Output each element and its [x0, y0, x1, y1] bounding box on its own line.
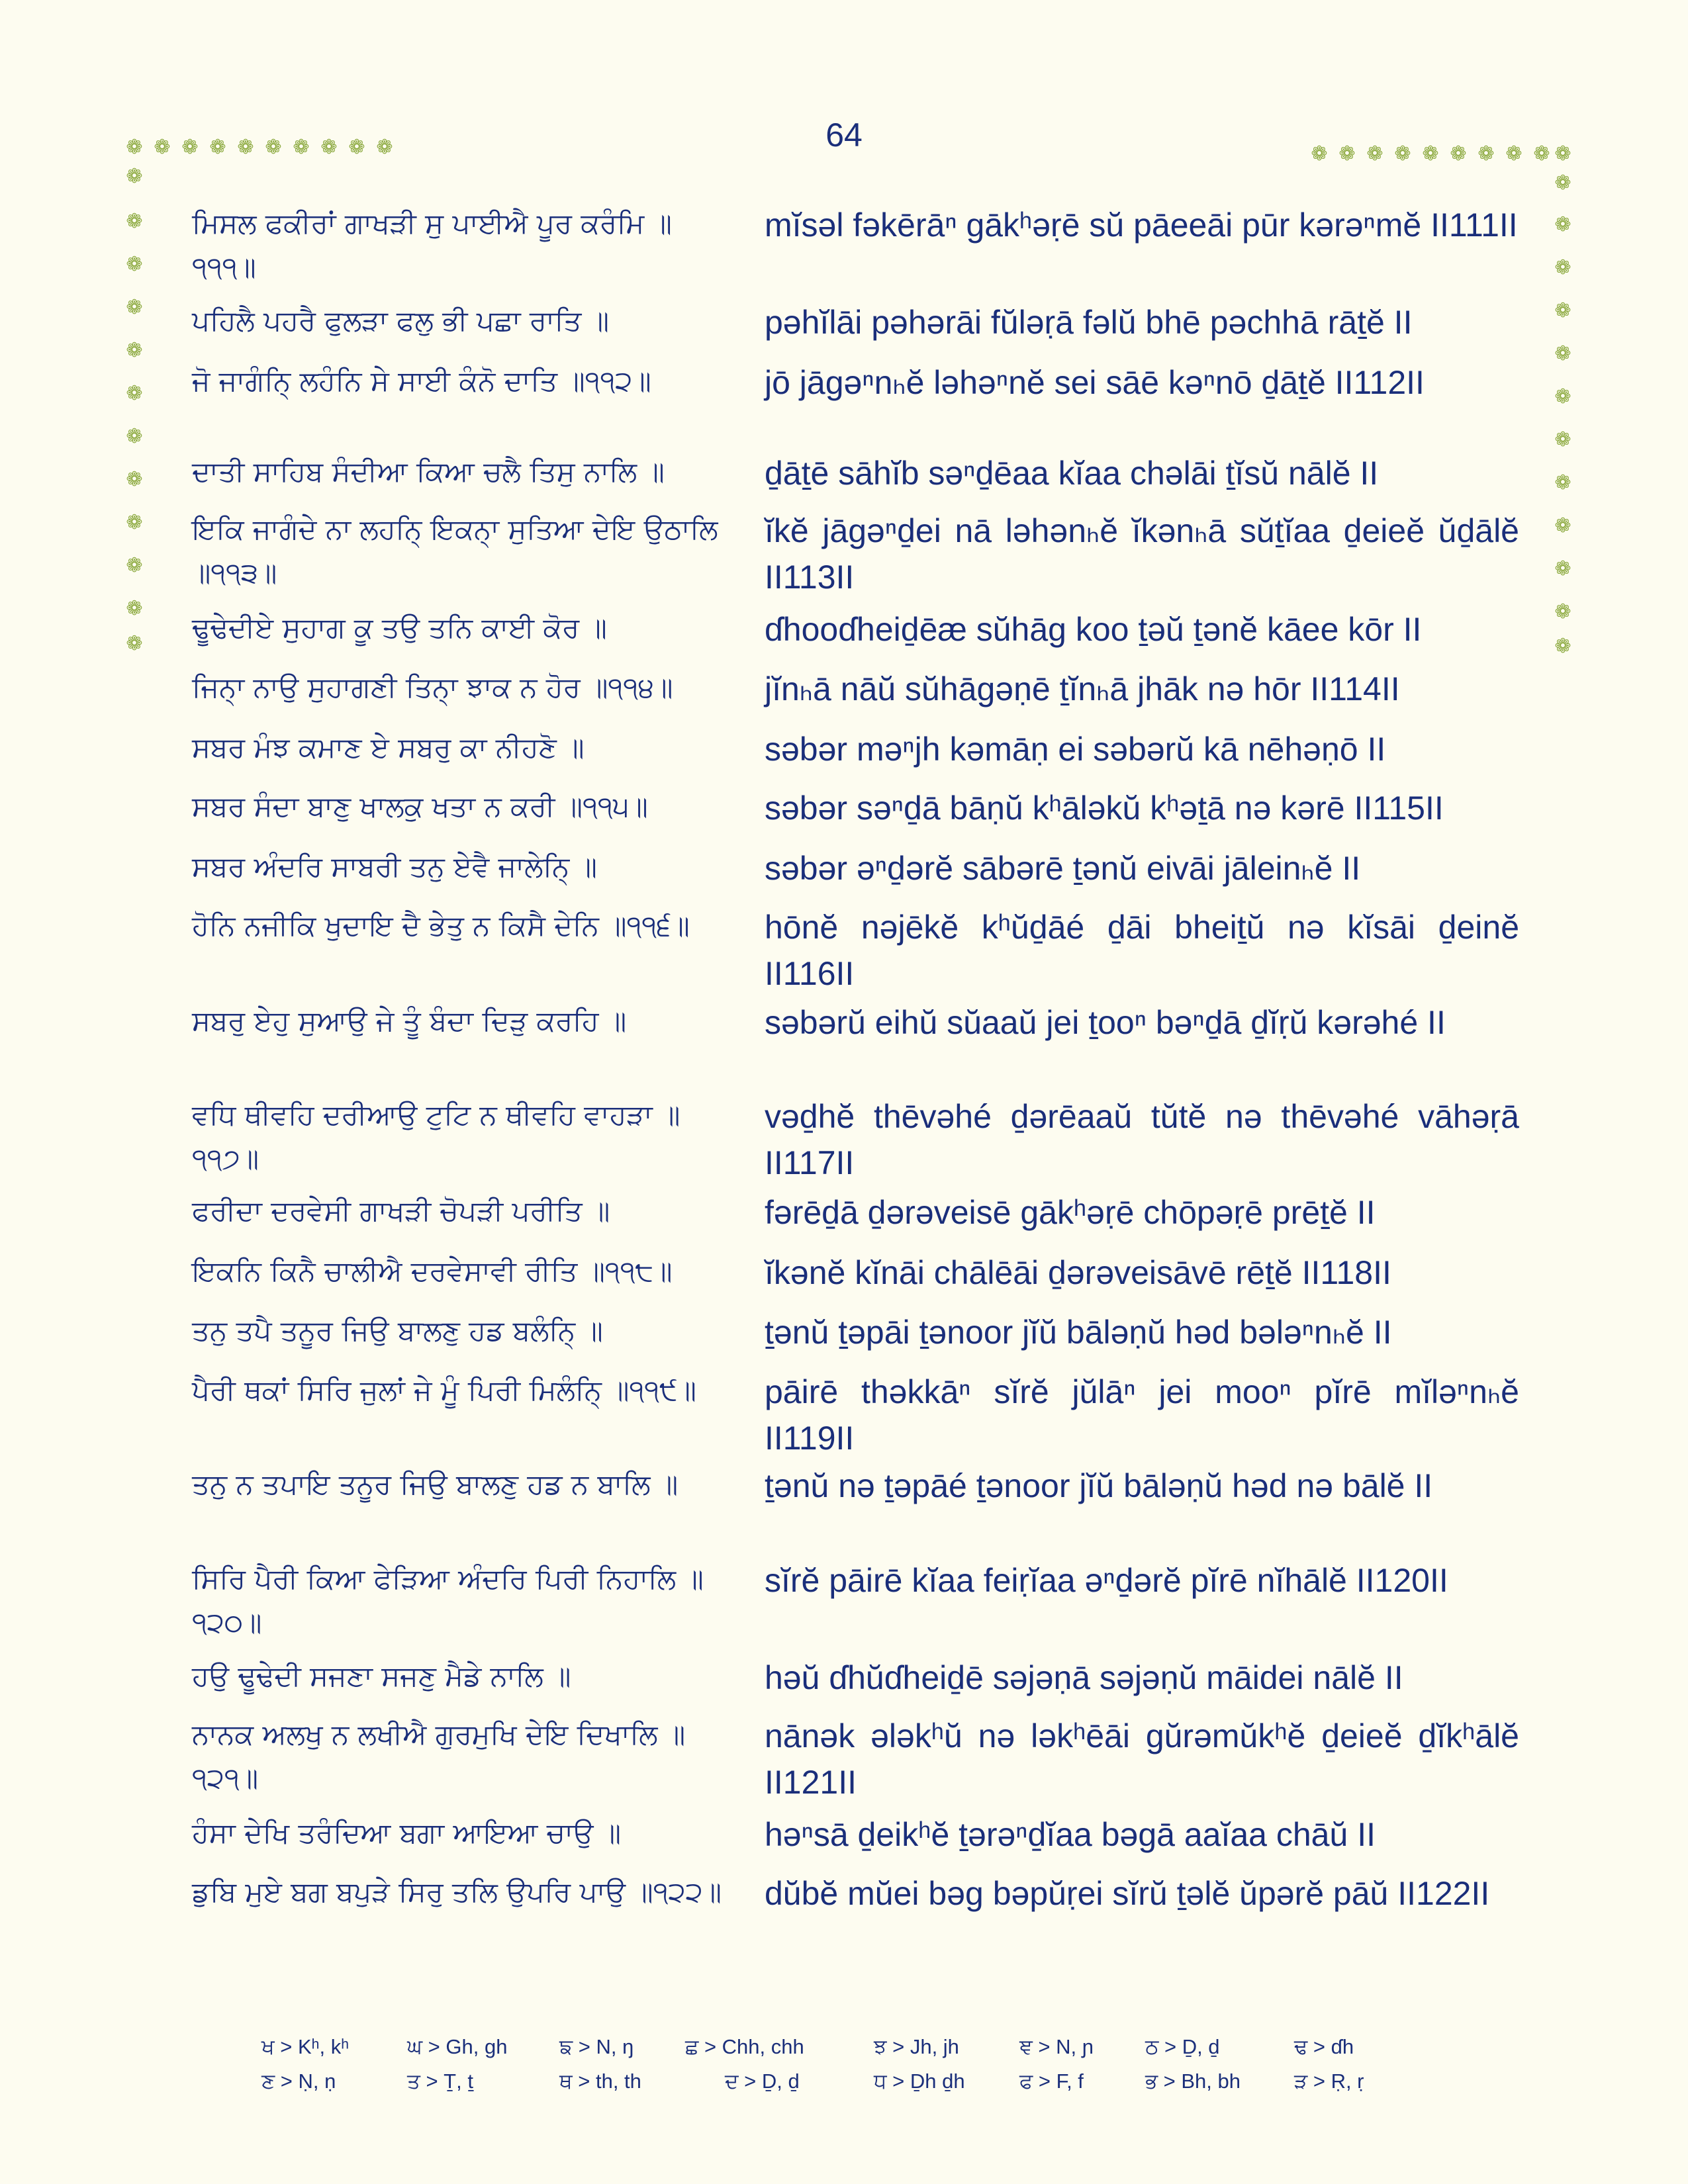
transliteration-legend — [261, 2035, 1453, 2104]
flower-ornament-icon: ❁ — [1311, 142, 1328, 165]
transliteration-line: jō jāgəⁿnₕĕ ləhəⁿnĕ sei sāē kəⁿnō ḏāṯĕ II112II — [765, 364, 1425, 401]
flower-ornament-icon: ❁ — [126, 165, 143, 188]
gurmukhi-line: ਮਿਸਲ ਫਕੀਰਾਂ ਗਾਖੜੀ ਸੁ ਪਾਈਐ ਪੂਰ ਕਰੰਮਿ ॥੧੧੧॥ — [192, 207, 672, 283]
gurmukhi-line: ਹੋਨਿ ਨਜੀਕਿ ਖੁਦਾਇ ਦੈ ਭੇਤੁ ਨ ਕਿਸੈ ਦੇਨਿ ॥੧੧੬॥ — [192, 909, 690, 942]
transliteration-line: həⁿsā ḏeikʰĕ ṯərəⁿḏĭaa bəgā aaĭaa chāŭ II — [765, 1816, 1376, 1853]
flower-ornament-icon: ❁ — [126, 210, 143, 233]
gurmukhi-line: ਨਾਨਕ ਅਲਖੁ ਨ ਲਖੀਐ ਗੁਰਮੁਖਿ ਦੇਇ ਦਿਖਾਲਿ ॥੧੨੧॥ — [192, 1718, 686, 1794]
gurmukhi-line: ਸਬਰ ਮੰਝ ਕਮਾਣ ਏ ਸਬਰੁ ਕਾ ਨੀਹਣੋ ॥ — [192, 731, 585, 764]
legend-item: ਥ > th, th — [559, 2070, 641, 2093]
transliteration-line: vəḏhĕ thēvəhé ḏərēaaŭ tŭtĕ nə thēvəhé vāhəṛā II117II — [765, 1098, 1519, 1181]
gurmukhi-line: ਦਾਤੀ ਸਾਹਿਬ ਸੰਦੀਆ ਕਿਆ ਚਲੈ ਤਿਸੁ ਨਾਲਿ ॥ — [192, 455, 665, 488]
flower-ornament-icon: ❁ — [1554, 256, 1571, 279]
transliteration-line: ṯənŭ nə ṯəpāé ṯənoor jĭŭ bāləṇŭ həd nə bālĕ II — [765, 1467, 1433, 1504]
transliteration-line: dŭbĕ mŭei bəg bəpŭṛei sĭrŭ ṯəlĕ ŭpərĕ pāŭ II122II — [765, 1875, 1490, 1912]
flower-ornament-icon: ❁ — [1533, 142, 1550, 165]
legend-item: ਭ > Bh, bh — [1145, 2070, 1241, 2093]
transliteration-line: hōnĕ nəjēkĕ kʰŭḏāé ḏāi bheiṯŭ nə kĭsāi ḏeinĕ II116II — [765, 909, 1519, 992]
transliteration-line: fərēḏā ḏərəveisē gākʰəṛē chōpəṛē prēṯĕ II — [765, 1194, 1376, 1231]
gurmukhi-line: ਤਨੁ ਤਪੈ ਤਨੂਰ ਜਿਉ ਬਾਲਣੁ ਹਡ ਬਲੰਨਿ੍ ॥ — [192, 1314, 603, 1347]
gurmukhi-line: ਜੋ ਜਾਗੰਨਿ੍ ਲਹੰਨਿ ਸੇ ਸਾਈ ਕੰਨੋ ਦਾਤਿ ॥੧੧੨॥ — [192, 365, 651, 397]
gurmukhi-line: ਇਕਨਿ ਕਿਨੈ ਚਾਲੀਐ ਦਰਵੇਸਾਵੀ ਰੀਤਿ ॥੧੧੮॥ — [192, 1255, 673, 1287]
flower-ornament-icon: ❁ — [1554, 342, 1571, 365]
flower-ornament-icon: ❁ — [293, 136, 310, 159]
transliteration-line: ṯənŭ ṯəpāi ṯənoor jĭŭ bāləṇŭ həd bələⁿnₕĕ II — [765, 1314, 1392, 1351]
transliteration-line: səbərŭ eihŭ sŭaaŭ jei ṯooⁿ bəⁿḏā ḏĭṛŭ kərəhé II — [765, 1004, 1446, 1041]
flower-ornament-icon: ❁ — [1366, 142, 1383, 165]
legend-item: ਝ > Jh, jh — [874, 2035, 959, 2058]
flower-ornament-icon: ❁ — [237, 136, 254, 159]
gurmukhi-line: ਪੈਰੀ ਥਕਾਂ ਸਿਰਿ ਜੁਲਾਂ ਜੇ ਮੂੰ ਪਿਰੀ ਮਿਲੰਨਿ੍ ॥੧੧੯॥ — [192, 1374, 696, 1406]
flower-ornament-icon: ❁ — [126, 511, 143, 534]
gurmukhi-line: ਇਕਿ ਜਾਗੰਦੇ ਨਾ ਲਹਨਿ੍ ਇਕਨਾ੍ ਸੁਤਿਆ ਦੇਇ ਉਠਾਲਿ ॥੧੧੩॥ — [192, 513, 718, 589]
legend-row — [261, 2070, 1453, 2104]
flower-ornament-icon: ❁ — [154, 136, 171, 159]
gurmukhi-line: ਫਰੀਦਾ ਦਰਵੇਸੀ ਗਾਖੜੀ ਚੋਪੜੀ ਪਰੀਤਿ ॥ — [192, 1195, 610, 1227]
flower-ornament-icon: ❁ — [126, 253, 143, 276]
transliteration-line: səbər səⁿḏā bāṇŭ kʰāləkŭ kʰəṯā nə kərē II115II — [765, 790, 1444, 827]
flower-ornament-icon: ❁ — [1450, 142, 1467, 165]
transliteration-line: ḏāṯē sāhĭb səⁿḏēaa kĭaa chəlāi ṯĭsŭ nālĕ II — [765, 455, 1379, 492]
flower-ornament-icon: ❁ — [126, 296, 143, 319]
gurmukhi-line: ਸਬਰੁ ਏਹੁ ਸੁਆਉ ਜੇ ਤੂੰ ਬੰਦਾ ਦਿੜੁ ਕਰਹਿ ॥ — [192, 1005, 627, 1037]
transliteration-line: pəhĭlāi pəhərāi fŭləṛā fəlŭ bhē pəchhā rāṯĕ II — [765, 304, 1413, 341]
legend-item: ਠ > Ḏ, ḏ — [1145, 2035, 1220, 2058]
flower-ornament-icon: ❁ — [1422, 142, 1439, 165]
flower-ornament-icon: ❁ — [1554, 557, 1571, 580]
legend-item: ਫ > F, f — [1019, 2070, 1084, 2093]
transliteration-line: ĭkənĕ kĭnāi chālēāi ḏərəveisāvē rēṯĕ II118II — [765, 1254, 1391, 1291]
legend-item: ਦ > Ḏ, ḏ — [725, 2070, 800, 2093]
gurmukhi-line: ਤਨੁ ਨ ਤਪਾਇ ਤਨੂਰ ਜਿਉ ਬਾਲਣੁ ਹਡ ਨ ਬਾਲਿ ॥ — [192, 1468, 679, 1500]
flower-ornament-icon: ❁ — [1505, 142, 1523, 165]
flower-ornament-icon: ❁ — [376, 136, 393, 159]
transliteration-line: səbər əⁿḏərĕ sābərē ṯənŭ eivāi jāleinₕĕ II — [765, 850, 1361, 887]
flower-ornament-icon: ❁ — [1554, 171, 1571, 195]
flower-ornament-icon: ❁ — [126, 468, 143, 491]
transliteration-line: nānək əlәkʰŭ nə ləkʰēāi gŭrəmŭkʰĕ ḏeieĕ ḏĭkʰālĕ II121II — [765, 1717, 1519, 1801]
legend-row — [261, 2035, 1453, 2070]
flower-ornament-icon: ❁ — [1554, 213, 1571, 236]
transliteration-line: pāirē thəkkāⁿ sĭrĕ jŭlāⁿ jei mooⁿ pĭrē mĭləⁿnₕĕ II119II — [765, 1373, 1519, 1457]
transliteration-line: jĭnₕā nāŭ sŭhāgəṇē ṯĭnₕā jhāk nə hōr II114II — [765, 670, 1400, 707]
flower-ornament-icon: ❁ — [126, 136, 143, 159]
flower-ornament-icon: ❁ — [126, 632, 143, 655]
transliteration-line: sĭrĕ pāirē kĭaa feiṛĭaa əⁿḏərĕ pĭrē nĭhālĕ II120II — [765, 1562, 1448, 1599]
transliteration-line: ɗhooɗheiḏēæ sŭhāg koo ṯəŭ ṯənĕ kāee kōr II — [765, 611, 1422, 648]
page-number: 64 — [825, 116, 863, 154]
legend-item: ਣ > Ṇ, ṇ — [261, 2070, 336, 2093]
flower-ornament-icon: ❁ — [1554, 385, 1571, 408]
gurmukhi-line: ਹੰਸਾ ਦੇਖਿ ਤਰੰਦਿਆ ਬਗਾ ਆਇਆ ਚਾਉ ॥ — [192, 1817, 622, 1849]
gurmukhi-line: ਪਹਿਲੈ ਪਹਰੈ ਫੁਲੜਾ ਫਲੁ ਭੀ ਪਛਾ ਰਾਤਿ ॥ — [192, 304, 610, 337]
flower-ornament-icon: ❁ — [320, 136, 338, 159]
legend-item: ਘ > Gh, gh — [407, 2035, 508, 2058]
legend-item: ਛ > Chh, chh — [685, 2035, 804, 2058]
flower-ornament-icon: ❁ — [1554, 428, 1571, 451]
flower-ornament-icon: ❁ — [181, 136, 199, 159]
flower-ornament-icon: ❁ — [348, 136, 365, 159]
transliteration-line: mĭsəl fəkērāⁿ gākʰəṛē sŭ pāeeāi pūr kərəⁿmĕ II111II — [765, 206, 1518, 244]
flower-ornament-icon: ❁ — [1554, 142, 1571, 165]
flower-ornament-icon: ❁ — [1554, 600, 1571, 623]
gurmukhi-line: ਸਬਰ ਸੰਦਾ ਬਾਣੁ ਖਾਲਕੁ ਖਤਾ ਨ ਕਰੀ ॥੧੧੫॥ — [192, 790, 648, 823]
gurmukhi-line: ਸਬਰ ਅੰਦਰਿ ਸਾਬਰੀ ਤਨੁ ਏਵੈ ਜਾਲੇਨਿ੍ ॥ — [192, 850, 597, 883]
flower-ornament-icon: ❁ — [209, 136, 226, 159]
legend-item: ਤ > Ṯ, ṯ — [407, 2070, 473, 2093]
flower-ornament-icon: ❁ — [1554, 299, 1571, 322]
transliteration-line: həŭ ɗhŭɗheiḏē səjəṇā səjəṇŭ māidei nālĕ II — [765, 1659, 1403, 1696]
flower-ornament-icon: ❁ — [1394, 142, 1411, 165]
gurmukhi-line: ਸਿਰਿ ਪੈਰੀ ਕਿਆ ਫੇੜਿਆ ਅੰਦਰਿ ਪਿਰੀ ਨਿਹਾਲਿ ॥੧੨੦॥ — [192, 1563, 704, 1639]
transliteration-line: ĭkĕ jāgəⁿḏei nā ləhənₕĕ ĭkənₕā sŭṯĭaa ḏeieĕ ŭḏālĕ II113II — [765, 512, 1519, 596]
flower-ornament-icon: ❁ — [1554, 471, 1571, 494]
gurmukhi-line: ਜਿਨਾ੍ ਨਾਉ ਸੁਹਾਗਣੀ ਤਿਨਾ੍ ਝਾਕ ਨ ਹੋਰ ॥੧੧੪॥ — [192, 671, 673, 704]
legend-item: ਢ > ɗh — [1294, 2035, 1354, 2058]
flower-ornament-icon: ❁ — [126, 597, 143, 620]
gurmukhi-line: ਡੁਬਿ ਮੁਏ ਬਗ ਬਪੁੜੇ ਸਿਰੁ ਤਲਿ ਉਪਰਿ ਪਾਉ ॥੧੨੨॥ — [192, 1876, 722, 1908]
flower-ornament-icon: ❁ — [126, 425, 143, 448]
legend-item: ਞ > N, ɲ — [1019, 2035, 1094, 2058]
flower-ornament-icon: ❁ — [126, 554, 143, 577]
flower-ornament-icon: ❁ — [126, 339, 143, 362]
flower-ornament-icon: ❁ — [265, 136, 282, 159]
legend-item: ਙ > N, ŋ — [559, 2035, 634, 2058]
transliteration-line: səbər məⁿjh kəmāṇ ei səbərŭ kā nēhəṇō II — [765, 731, 1386, 768]
gurmukhi-line: ਵਧਿ ਥੀਵਹਿ ਦਰੀਆਉ ਟੁਟਿ ਨ ਥੀਵਹਿ ਵਾਹੜਾ ॥੧੧੭॥ — [192, 1099, 680, 1175]
legend-item: ਖ > Kʰ, kʰ — [261, 2035, 350, 2058]
gurmukhi-line: ਢੂਢੇਦੀਏ ਸੁਹਾਗ ਕੂ ਤਉ ਤਨਿ ਕਾਈ ਕੋਰ ॥ — [192, 612, 607, 644]
flower-ornament-icon: ❁ — [1338, 142, 1356, 165]
flower-ornament-icon: ❁ — [126, 382, 143, 405]
flower-ornament-icon: ❁ — [1554, 635, 1571, 658]
flower-ornament-icon: ❁ — [1477, 142, 1495, 165]
legend-item: ੜ > Ṛ, ṛ — [1294, 2070, 1364, 2093]
legend-item: ਧ > Ḏh ḏh — [874, 2070, 965, 2093]
gurmukhi-line: ਹਉ ਢੂਢੇਦੀ ਸਜਣਾ ਸਜਣੁ ਮੈਡੇ ਨਾਲਿ ॥ — [192, 1660, 571, 1692]
flower-ornament-icon: ❁ — [1554, 514, 1571, 537]
